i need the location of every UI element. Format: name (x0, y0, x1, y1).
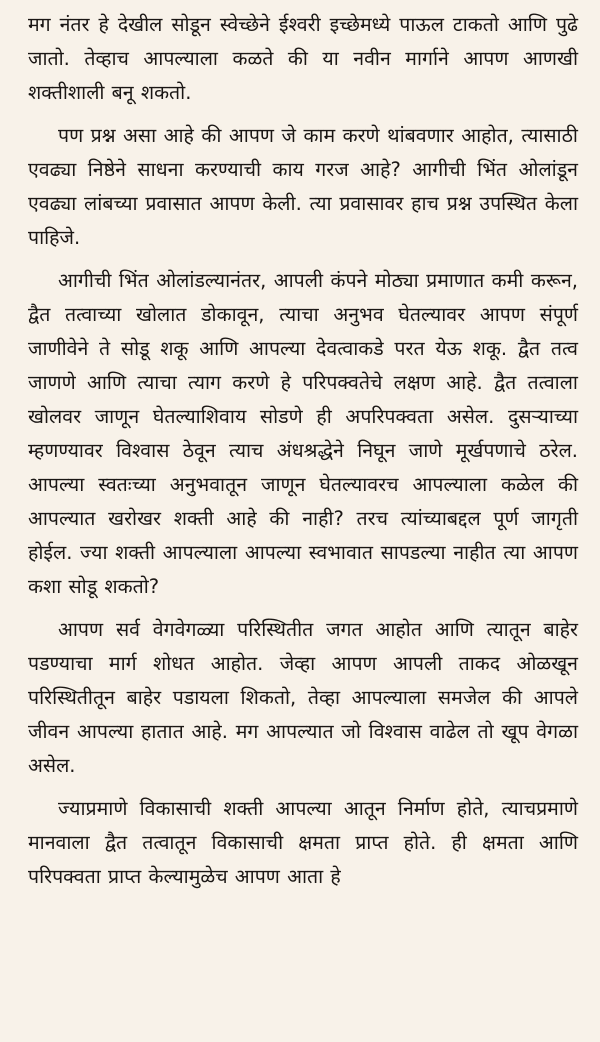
paragraph-1: मग नंतर हे देखील सोडून स्वेच्छेने ईश्वरी इच्छेमध्ये पाऊल टाकतो आणि पुढे जातो. तेव्हाच आपल्याला कळते की या नवीन मार्गाने आपण आणखी शक्तीशाली बनू शकतो. (28, 13, 578, 104)
paragraph-5: ज्याप्रमाणे विकासाची शक्ती आपल्या आतून निर्माण होते, त्याचप्रमाणे मानवाला द्वैत तत्वातून विकासाची क्षमता प्राप्त होते. ही क्षमता आणि परिपक्वता प्राप्त केल्यामुळेच आपण आता हे (28, 797, 578, 888)
paragraph-2: पण प्रश्न असा आहे की आपण जे काम करणे थांबवणार आहोत, त्यासाठी एवढ्या निष्ठेने साधना करण्याची काय गरज आहे? आगीची भिंत ओलांडून एवढ्या लांबच्या प्रवासात आपण केली. त्या प्रवासावर हाच प्रश्न उपस्थित केला पाहिजे. (28, 124, 578, 249)
paragraph-3: आगीची भिंत ओलांडल्यानंतर, आपली कंपने मोठ्या प्रमाणात कमी करून, द्वैत तत्वाच्या खोलात डोकावून, त्याचा अनुभव घेतल्यावर आपण संपूर्ण जाणीवेने ते सोडू शकू आणि आपल्या देवत्वाकडे परत येऊ शकू. द्वैत तत्व जाणणे आणि त्याचा त्याग करणे हे परिपक्वतेचे लक्षण आहे. द्वैत तत्वाला खोलवर जाणून घेतल्याशिवाय सोडणे ही अपरिपक्वता असेल. दुसऱ्याच्या म्हणण्यावर विश्वास ठेवून त्याच अंधश्रद्धेने निघून जाणे मूर्खपणाचे ठरेल. आपल्या स्वतःच्या अनुभवातून जाणून घेतल्यावरच आपल्याला कळेल की आपल्यात खरोखर शक्ती आहे की नाही? तरच त्यांच्याबद्दल पूर्ण जागृती होईल. ज्या शक्ती आपल्याला आपल्या स्वभावात सापडल्या नाहीत त्या आपण कशा सोडू शकतो? (28, 269, 578, 598)
paragraph-4: आपण सर्व वेगवेगळ्या परिस्थितीत जगत आहोत आणि त्यातून बाहेर पडण्याचा मार्ग शोधत आहोत. जेव्हा आपण आपली ताकद ओळखून परिस्थितीतून बाहेर पडायला शिकतो, तेव्हा आपल्याला समजेल की आपले जीवन आपल्या हातात आहे. मग आपल्यात जो विश्वास वाढेल तो खूप वेगळा असेल. (28, 618, 578, 777)
